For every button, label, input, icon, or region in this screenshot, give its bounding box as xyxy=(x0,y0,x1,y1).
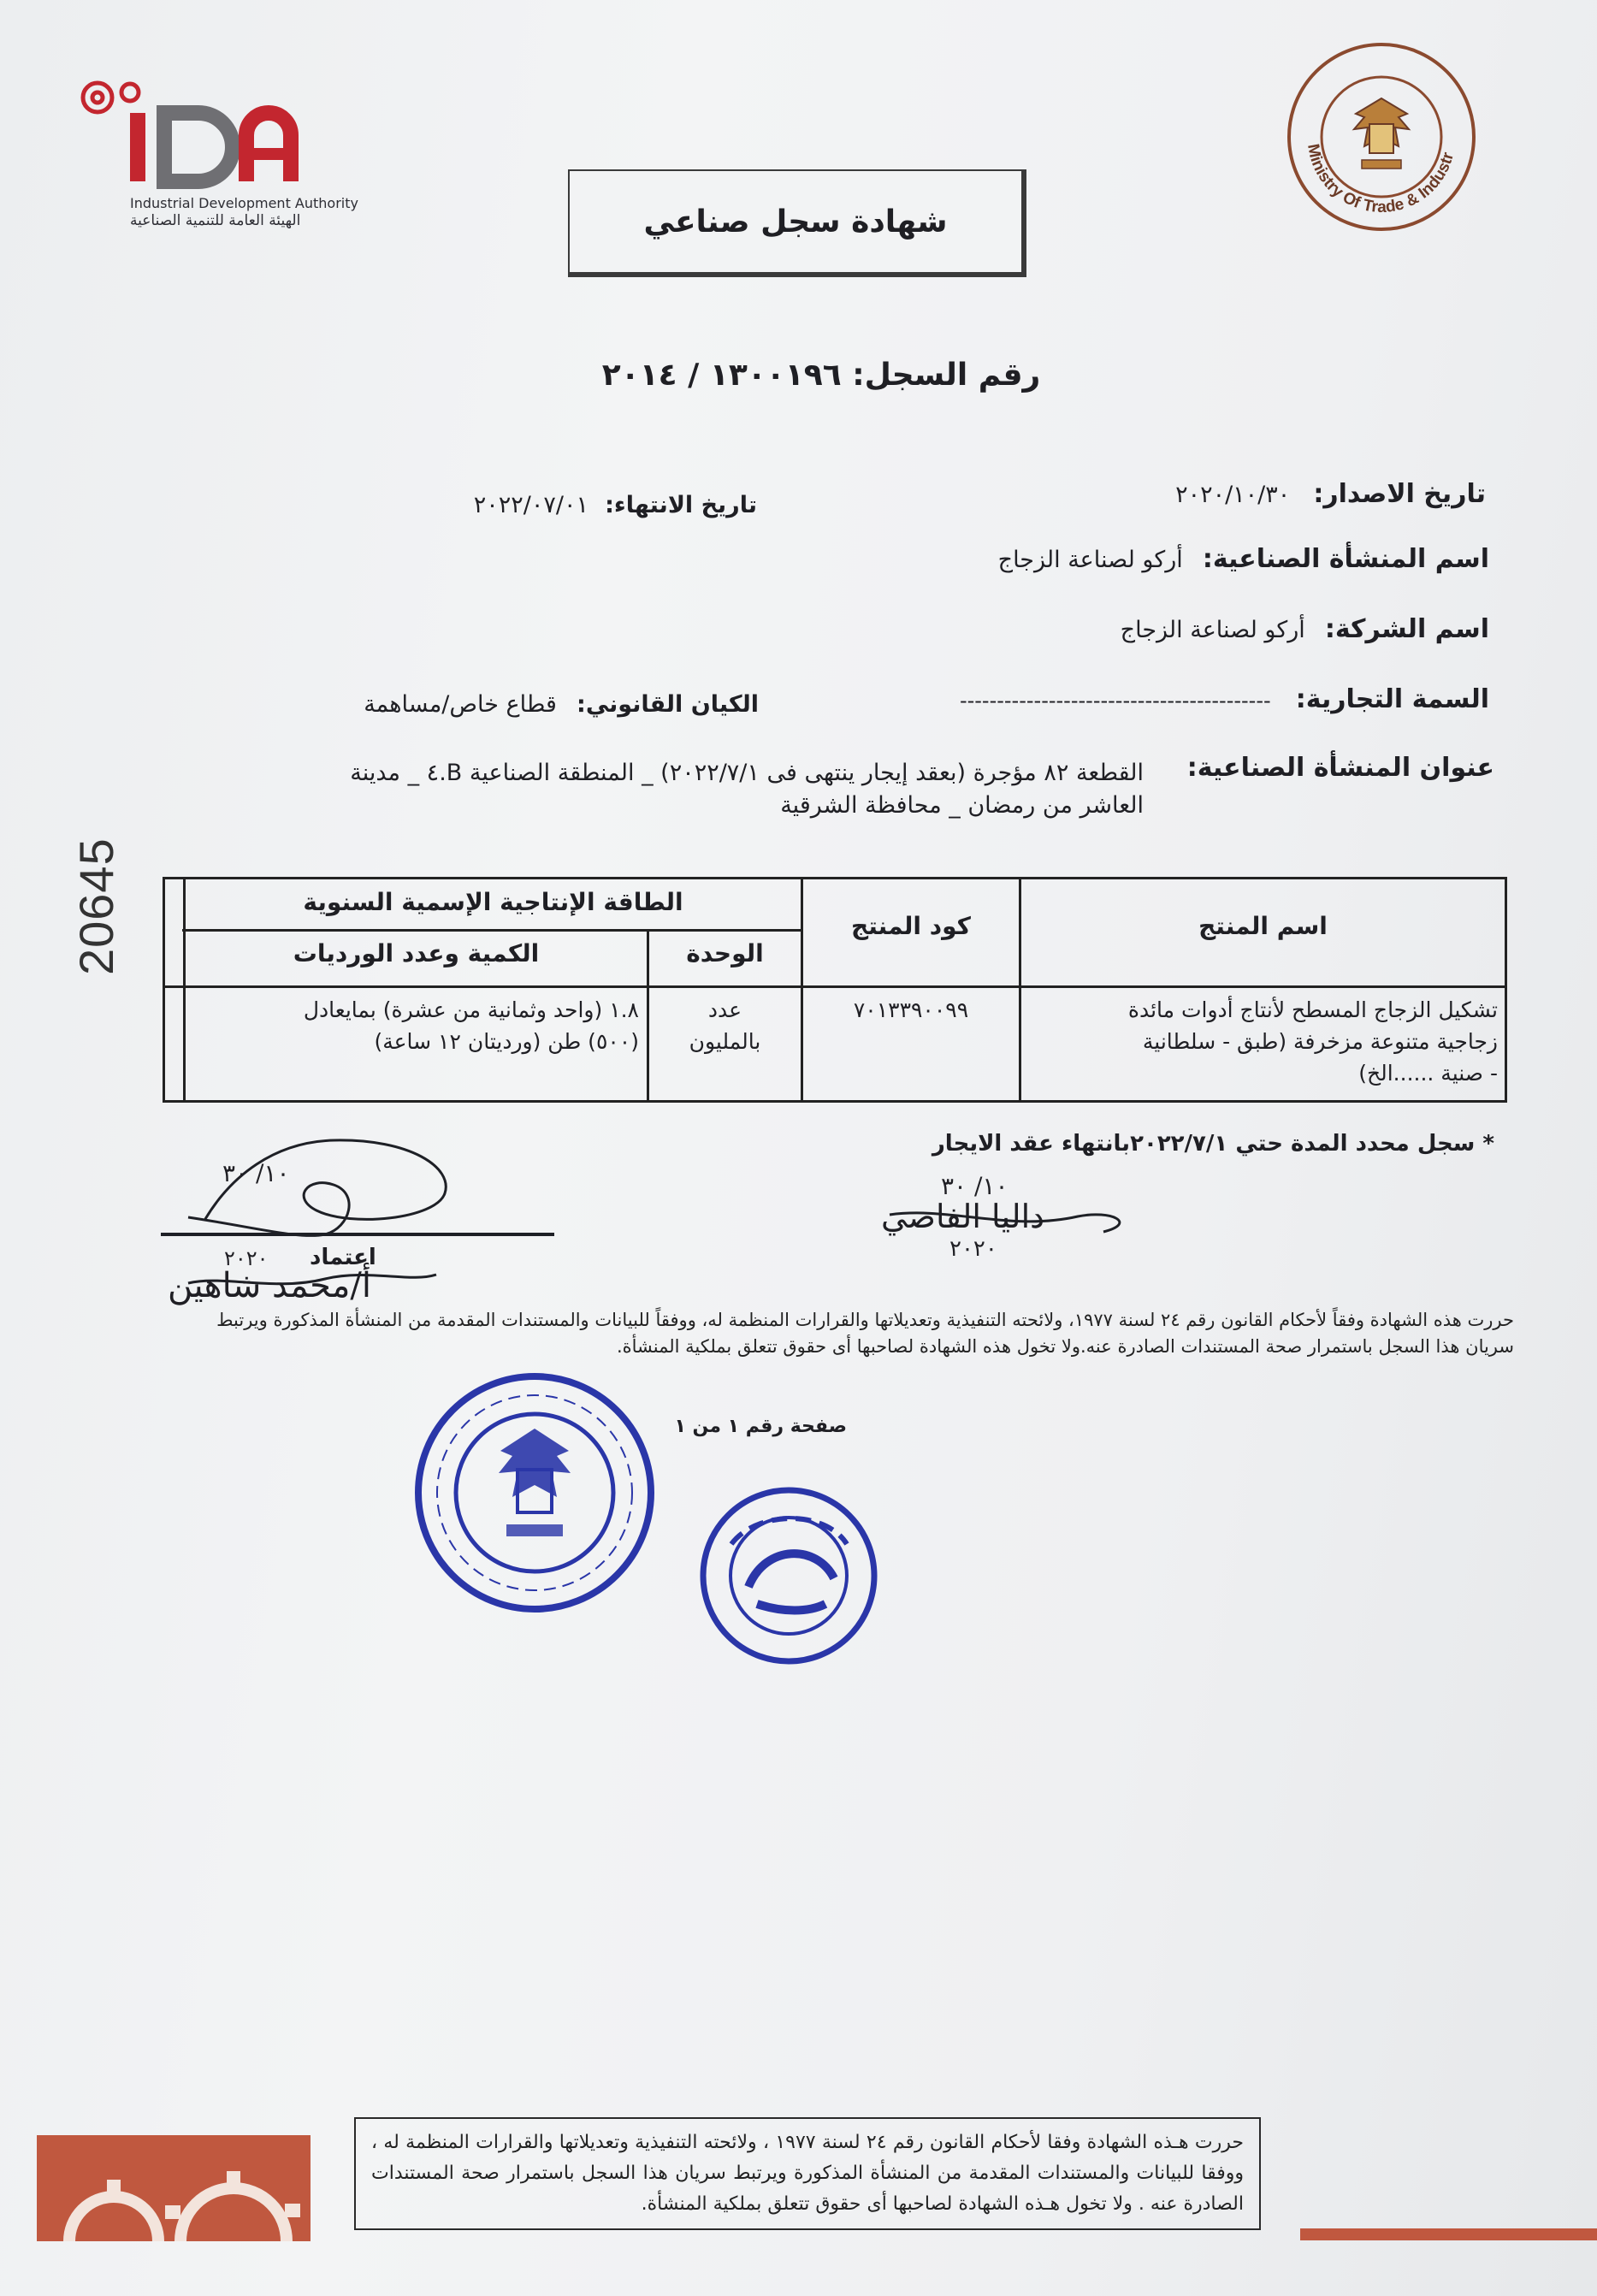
right-signature-name: داليا الفاصي xyxy=(881,1198,1045,1235)
registration-value: ١٣٠٠١٩٦ / ٢٠١٤ xyxy=(601,358,842,393)
ministry-seal-emblem xyxy=(1283,38,1480,235)
issue-date xyxy=(1175,479,1486,509)
left-signature-name: أ/محمد شاهين xyxy=(168,1266,371,1305)
round-stamp-drawing xyxy=(697,1484,881,1668)
issue-date-label: تاريخ الاصدار: xyxy=(1313,479,1486,509)
trade-name xyxy=(960,684,1489,714)
official-stamp xyxy=(411,1369,659,1617)
legal-entity-value: قطاع خاص/مساهمة xyxy=(364,691,557,718)
ida-logo-mark xyxy=(70,68,378,197)
end-date-label: تاريخ الانتهاء: xyxy=(605,492,757,518)
address-label: عنوان المنشأة الصناعية: xyxy=(1186,753,1494,783)
left-hand-note: ١٠/ ٣٠ xyxy=(222,1159,290,1187)
end-date-value: ٢٠٢٢/٠٧/٠١ xyxy=(473,492,589,518)
product-quantity xyxy=(186,994,639,1057)
ida-logo xyxy=(70,68,378,240)
trade-name-label: السمة التجارية: xyxy=(1295,684,1489,714)
ida-name-arabic: الهيئة العامة للتنمية الصناعية xyxy=(130,212,301,229)
table-divider xyxy=(165,985,1505,988)
right-hand-year: ٢٠٢٠ xyxy=(949,1236,997,1262)
header-capacity: الطاقة الإنتاجية الإسمية السنوية xyxy=(303,888,683,916)
gear-icon xyxy=(37,2135,311,2241)
unit-line: بالمليون xyxy=(689,1029,761,1054)
trade-name-value: ------------------------------------------ xyxy=(959,689,1271,713)
footer-legal-box: حررت هـذه الشهادة وفقا لأحكام القانون رقم ٢٤ لسنة ١٩٧٧ ، ولائحته التنفيذية وتعديلاتها والقرارات المنظمة له ، ووفقا للبيانات والمستندات المقدمة من المنشأة المذكورة ويرتبط سريان هذا السجل باستمرار صحة المستندات الصادرة عنه . ولا تخول هـذه الشهادة لصاحبها أى حقوق تتعلق بملكية المنشأة. xyxy=(354,2117,1261,2230)
side-document-number: 20645 xyxy=(69,837,123,975)
product-code: ٧٠١٣٣٩٠٠٩٩ xyxy=(853,997,969,1022)
legal-text: حررت هذه الشهادة وفقاً لأحكام القانون رقم ٢٤ لسنة ١٩٧٧، ولائحته التنفيذية وتعديلاتها والقرارات المنظمة له، ووفقاً للبيانات والمستندات المقدمة من المنشأة المذكورة ويرتبط سريان هذا السجل باستمرار صحة المستندات الصادرة عنه.ولا تخول هذه الشهادة لصاحبها أى حقوق تتعلق بملكية المنشأة. xyxy=(216,1310,1514,1357)
facility-name-label: اسم المنشأة الصناعية: xyxy=(1202,544,1489,574)
page-title: شهادة سجل صناعي xyxy=(568,169,1026,277)
company-name-value: أركو لصناعة الزجاج xyxy=(1120,617,1305,643)
ministry-seal-text: Ministry Of Trade & Industr xyxy=(1304,142,1458,216)
table-divider xyxy=(182,929,801,932)
registration-label: رقم السجل: xyxy=(852,358,1041,393)
quantity-line: (٥٠٠) طن (ورديتان ١٢ ساعة) xyxy=(374,1029,639,1054)
product-name-line: - صنية ......الخ) xyxy=(1358,1061,1498,1086)
official-stamp-drawing xyxy=(411,1369,659,1617)
header-product-code: كود المنتج xyxy=(851,912,971,940)
product-unit xyxy=(649,994,801,1057)
legal-entity xyxy=(364,691,759,718)
header-quantity: الكمية وعدد الورديات xyxy=(293,939,540,968)
table-row xyxy=(1023,994,1498,1089)
unit-line: عدد xyxy=(707,997,742,1022)
address-line-2: العاشر من رمضان _ محافظة الشرقية xyxy=(780,792,1144,819)
registration-number xyxy=(513,358,1129,393)
legal-entity-label: الكيان القانوني: xyxy=(577,691,759,718)
company-name xyxy=(1121,614,1489,644)
approval-label: اعتماد xyxy=(310,1245,376,1270)
footer-decoration-left xyxy=(37,2135,311,2241)
quantity-line: ١.٨ (واحد وثمانية من عشرة) بمايعادل xyxy=(303,997,639,1022)
address-line-1: القطعة ٨٢ مؤجرة (بعقد إيجار ينتهى فى ٢٠٢٢/٧/١) _ المنطقة الصناعية B.٤ _ مدينة xyxy=(350,760,1144,786)
duration-note: * سجل محدد المدة حتي ٢٠٢٢/٧/١بانتهاء عقد الايجار xyxy=(932,1131,1494,1157)
right-hand-note: ١٠/ ٣٠ xyxy=(941,1172,1008,1200)
end-date xyxy=(474,492,757,518)
header-unit: الوحدة xyxy=(686,939,764,968)
product-table xyxy=(163,877,1507,1103)
round-stamp xyxy=(697,1484,881,1668)
product-name-line: زجاجية متنوعة مزخرفة (طبق - سلطانية xyxy=(1142,1029,1498,1054)
footer-decoration-right xyxy=(1300,2228,1597,2240)
facility-name xyxy=(998,544,1489,574)
ida-name-english: Industrial Development Authority xyxy=(130,195,358,211)
product-name-line: تشكيل الزجاج المسطح لأنتاج أدوات مائدة xyxy=(1127,997,1498,1022)
page-number: صفحة رقم ١ من ١ xyxy=(674,1416,847,1437)
header-product-name: اسم المنتج xyxy=(1198,912,1328,940)
company-name-label: اسم الشركة: xyxy=(1324,614,1489,644)
facility-name-value: أركو لصناعة الزجاج xyxy=(997,547,1183,573)
left-hand-year: ٢٠٢٠ xyxy=(224,1246,269,1270)
ministry-seal xyxy=(1283,38,1480,235)
issue-date-value: ٢٠٢٠/١٠/٣٠ xyxy=(1175,482,1291,508)
